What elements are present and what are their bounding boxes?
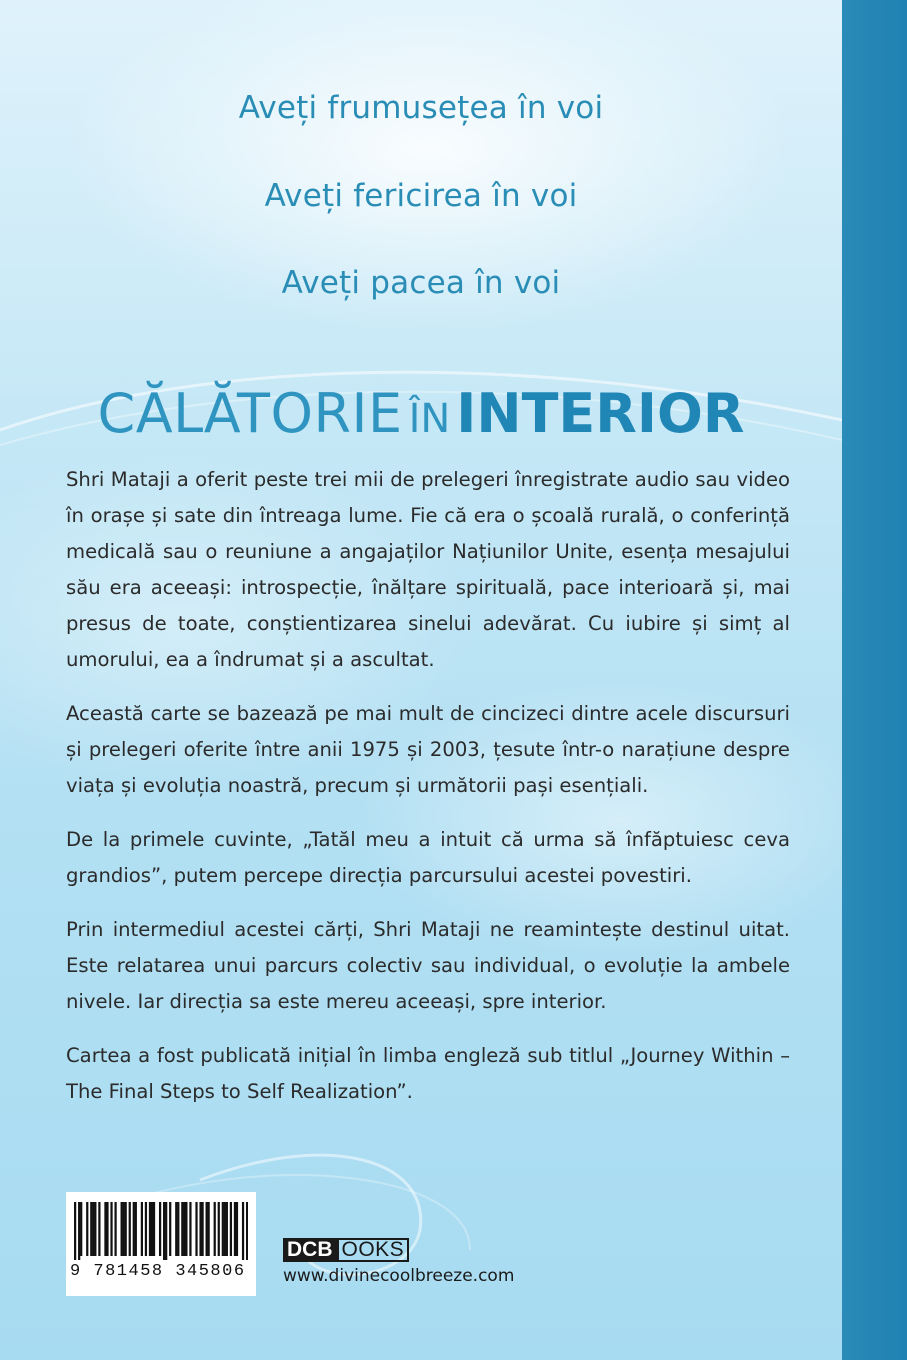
title-part-2: ÎN [408, 396, 451, 442]
description-paragraph-4: Prin intermediul acestei cărți, Shri Mataji ne reamintește destinul uitat. Este relatarea unui parcurs colectiv sau individual, o evoluție la ambele nivele. Iar direcția sa este mereu aceeași, spre interior. [66, 918, 790, 1013]
tagline-peace: Aveți pacea în voi [281, 265, 561, 301]
description-paragraph-2: Această carte se bazează pe mai mult de cincizeci dintre acele discursuri și prelegeri oferite între anii 1975 și 2003, țesute într-o narațiune despre viața și evoluția noastră, precum și următorii pași esențiali. [66, 702, 790, 797]
publisher-logo-dark: DCB [283, 1238, 337, 1262]
isbn-barcode [66, 1192, 256, 1296]
title-part-1: CĂLĂTORIE [97, 382, 403, 445]
description-paragraph-5: Cartea a fost publicată inițial în limba engleză sub titlul „Journey Within – The Final Steps to Self Realization”. [66, 1044, 790, 1103]
publisher-logo-light: OOKS [337, 1238, 410, 1262]
title-part-3: INTERIOR [456, 382, 745, 445]
tagline-beauty: Aveți frumusețea în voi [238, 90, 604, 126]
isbn-number: 9 781458 345806 [70, 1262, 246, 1281]
publisher-website: www.divinecoolbreeze.com [283, 1266, 515, 1286]
barcode-bars [74, 1202, 248, 1260]
book-title [0, 382, 842, 445]
description-paragraph-1: Shri Mataji a oferit peste trei mii de prelegeri înregistrate audio sau video în orașe și sate din întreaga lume. Fie că era o școală rurală, o conferință medicală sau o reuniune a angajaților Națiunilor Unite, esența mesajului său era aceeași: introspecție, înălțare spirituală, pace interioară și, mai presus de toate, conștientizarea sinelui adevărat. Cu iubire și simț al umorului, ea a îndrumat și a ascultat. [66, 468, 790, 671]
description-paragraph-3: De la primele cuvinte, „Tatăl meu a intuit că urma să înfăptuiesc ceva grandios”, putem percepe direcția parcursului acestei povestiri. [66, 828, 790, 887]
publisher-logo [283, 1238, 409, 1262]
tagline-happiness: Aveți fericirea în voi [264, 178, 578, 214]
book-description [66, 462, 790, 1128]
spine-band [842, 0, 907, 1360]
